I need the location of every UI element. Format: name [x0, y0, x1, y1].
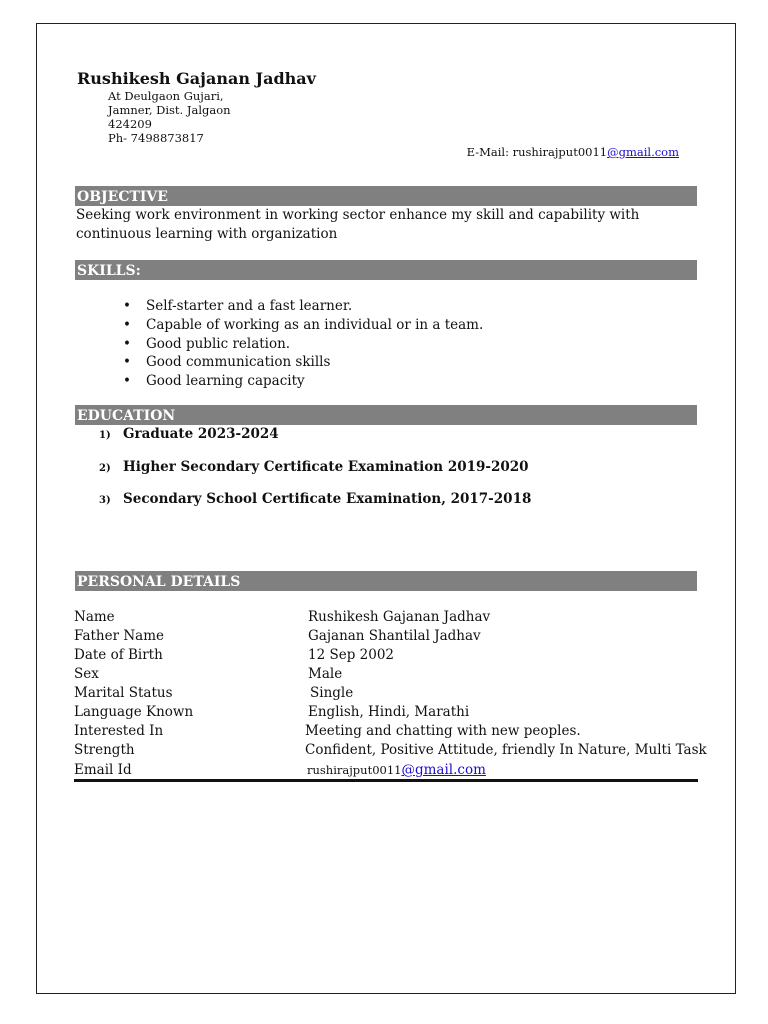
bullet-icon: • [123, 354, 131, 371]
detail-value: Meeting and chatting with new peoples. [305, 723, 581, 739]
detail-value: Rushikesh Gajanan Jadhav [308, 609, 491, 625]
address-line-2: Jamner, Dist. Jalgaon [108, 103, 231, 117]
education-number: 2) [99, 463, 111, 474]
detail-value: English, Hindi, Marathi [308, 704, 470, 720]
education-item [99, 426, 279, 442]
skill-text: Capable of working as an individual or in a team. [146, 316, 484, 333]
header-email-prefix: E-Mail: rushirajput0011 [466, 145, 608, 159]
skill-text: Good communication skills [146, 354, 331, 371]
detail-label: Strength [74, 742, 135, 758]
detail-label: Interested In [74, 723, 164, 739]
education-heading: EDUCATION [75, 405, 697, 425]
detail-value: Confident, Positive Attitude, friendly In Nature, Multi Task [305, 742, 707, 758]
candidate-name: Rushikesh Gajanan Jadhav [77, 69, 316, 88]
education-item [99, 491, 531, 507]
skills-heading: SKILLS: [75, 260, 697, 280]
education-item [99, 459, 529, 475]
detail-label: Language Known [74, 704, 194, 720]
education-text: Graduate 2023-2024 [123, 426, 279, 442]
detail-label: Sex [74, 666, 99, 682]
detail-value: Gajanan Shantilal Jadhav [308, 628, 481, 644]
list-item [123, 353, 483, 372]
address-line-1: At Deulgaon Gujari, [108, 89, 224, 103]
skill-text: Good public relation. [146, 335, 291, 352]
detail-email-value [307, 762, 486, 778]
list-item [123, 297, 483, 316]
education-number: 3) [99, 495, 111, 506]
phone: Ph- 7498873817 [108, 131, 204, 145]
objective-text: Seeking work environment in working sector enhance my skill and capability with continuous learning with organization [76, 207, 640, 242]
detail-label: Marital Status [74, 685, 173, 701]
bullet-icon: • [123, 335, 131, 352]
pincode: 424209 [108, 117, 152, 131]
detail-label: Email Id [74, 762, 132, 778]
detail-label: Name [74, 609, 115, 625]
list-item [123, 372, 483, 391]
education-number: 1) [99, 430, 111, 441]
skills-list [123, 297, 483, 391]
education-text: Higher Secondary Certificate Examination 2019-2020 [123, 459, 529, 475]
header-email-link[interactable]: @gmail.com [607, 145, 679, 159]
bullet-icon: • [123, 373, 131, 390]
education-text: Secondary School Certificate Examination, 2017-2018 [123, 491, 532, 507]
detail-email-link[interactable]: @gmail.com [401, 762, 486, 778]
skill-text: Self-starter and a fast learner. [146, 298, 353, 314]
bottom-rule [74, 779, 698, 782]
header-email [467, 145, 679, 159]
detail-label: Date of Birth [74, 647, 163, 663]
list-item [123, 335, 483, 354]
detail-value: 12 Sep 2002 [308, 647, 394, 663]
skill-text: Good learning capacity [146, 373, 305, 390]
personal-details-heading: PERSONAL DETAILS [75, 571, 697, 591]
bullet-icon: • [123, 316, 131, 333]
resume-page [36, 23, 736, 994]
detail-value: Single [310, 685, 354, 701]
objective-heading: OBJECTIVE [75, 186, 697, 206]
detail-value: Male [308, 666, 343, 682]
list-item [123, 316, 483, 335]
bullet-icon: • [123, 298, 131, 314]
detail-email-prefix: rushirajput0011 [307, 763, 402, 777]
detail-label: Father Name [74, 628, 165, 644]
